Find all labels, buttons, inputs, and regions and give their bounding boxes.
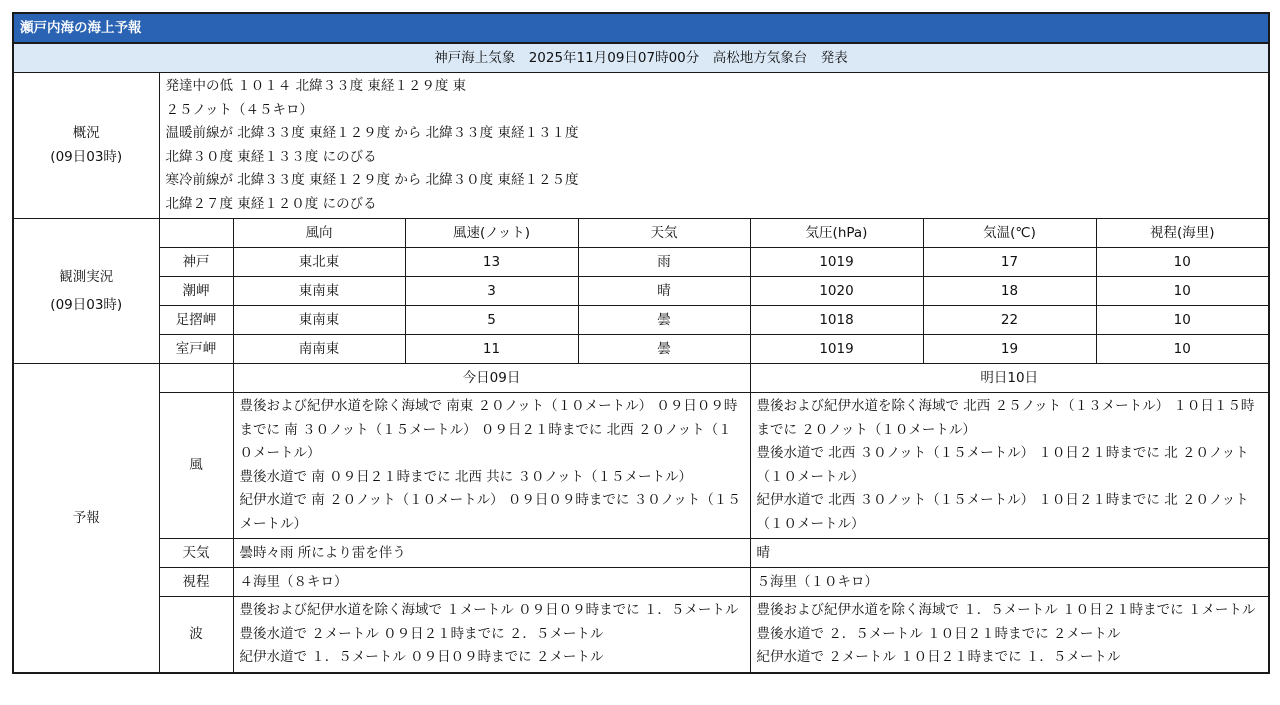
marine-forecast-panel bbox=[12, 12, 1268, 674]
station-name: 室戸岬 bbox=[159, 335, 233, 364]
pressure: 1019 bbox=[750, 335, 923, 364]
waves-tomorrow-line: 豊後水道で ２．５メートル １０日２１時までに ２メートル bbox=[756, 625, 1121, 642]
column-header: 気温(℃) bbox=[923, 219, 1096, 248]
wind-today-line: 豊後および紀伊水道を除く海域で 南東 ２０ノット（１０メートル） ０９日０９時までに 南 ３０ノット（１５メートル） ０９日２１時までに 北西 ２０ノット（１０メートル） bbox=[239, 398, 738, 461]
weather-tomorrow: 晴 bbox=[750, 539, 1269, 568]
temperature: 17 bbox=[923, 248, 1096, 277]
weather-label: 天気 bbox=[159, 539, 233, 568]
wind-tomorrow-line: 紀伊水道で 北西 ３０ノット（１５メートル） １０日２１時までに 北 ２０ノット（１０メートル） bbox=[756, 492, 1249, 532]
overview-line: 温暖前線が 北緯３３度 東経１２９度 から 北緯３３度 東経１３１度 bbox=[165, 125, 579, 141]
table-row bbox=[13, 335, 1269, 364]
wind-tomorrow-line: 豊後水道で 北西 ３０ノット（１５メートル） １０日２１時までに 北 ２０ノット（１０メートル） bbox=[756, 445, 1249, 485]
weather: 曇 bbox=[578, 335, 750, 364]
visibility: 10 bbox=[1096, 306, 1269, 335]
pressure: 1019 bbox=[750, 248, 923, 277]
waves-tomorrow bbox=[750, 597, 1269, 673]
forecast-corner bbox=[159, 364, 233, 393]
overview-line: 北緯３０度 東経１３３度 にのびる bbox=[165, 148, 377, 165]
waves-today-line: 豊後水道で ２メートル ０９日２１時までに ２．５メートル bbox=[239, 625, 604, 642]
wind-today-line: 豊後水道で 南 ０９日２１時までに 北西 共に ３０ノット（１５メートル） bbox=[239, 468, 693, 485]
waves-tomorrow-line: 紀伊水道で ２メートル １０日２１時までに １．５メートル bbox=[756, 649, 1121, 665]
issued-line: 神戸海上気象 2025年11月09日07時00分 高松地方気象台 発表 bbox=[13, 43, 1269, 73]
day-header-today: 今日09日 bbox=[233, 364, 750, 393]
visibility: 10 bbox=[1096, 277, 1269, 306]
wind-tomorrow bbox=[750, 393, 1269, 539]
waves-today-line: 紀伊水道で １．５メートル ０９日０９時までに ２メートル bbox=[239, 649, 604, 665]
overview-line: ２５ノット（４５キロ） bbox=[165, 101, 314, 118]
observations-label: 観測実況 bbox=[59, 269, 114, 285]
weather-today: 曇時々雨 所により雷を伴う bbox=[233, 539, 750, 568]
overview-time: (09日03時) bbox=[50, 148, 123, 165]
table-row bbox=[13, 248, 1269, 277]
wind-speed: 13 bbox=[405, 248, 578, 277]
wind-speed: 5 bbox=[405, 306, 578, 335]
pressure: 1018 bbox=[750, 306, 923, 335]
station-name: 潮岬 bbox=[159, 277, 233, 306]
day-header-tomorrow: 明日10日 bbox=[750, 364, 1269, 393]
overview-line: 北緯２７度 東経１２０度 にのびる bbox=[165, 195, 377, 212]
temperature: 22 bbox=[923, 306, 1096, 335]
column-header: 気圧(hPa) bbox=[750, 219, 923, 248]
overview-label-cell bbox=[13, 73, 159, 219]
column-header: 風向 bbox=[233, 219, 405, 248]
wind-today-line: 紀伊水道で 南 ２０ノット（１０メートル） ０９日０９時までに ３０ノット（１５メートル） bbox=[239, 492, 741, 532]
table-row bbox=[13, 306, 1269, 335]
observations-time: (09日03時) bbox=[50, 297, 123, 313]
column-header: 風速(ノット) bbox=[405, 219, 578, 248]
wind-tomorrow-line: 豊後および紀伊水道を除く海域で 北西 ２５ノット（１３メートル） １０日１５時までに ２０ノット（１０メートル） bbox=[756, 398, 1255, 438]
column-header: 視程(海里) bbox=[1096, 219, 1269, 248]
wind-today bbox=[233, 393, 750, 539]
waves-label: 波 bbox=[159, 597, 233, 673]
visibility-today: ４海里（８キロ） bbox=[233, 568, 750, 597]
page-title: 瀬戸内海の海上予報 bbox=[13, 13, 1269, 43]
wind-direction: 東北東 bbox=[233, 248, 405, 277]
weather: 晴 bbox=[578, 277, 750, 306]
weather: 曇 bbox=[578, 306, 750, 335]
pressure: 1020 bbox=[750, 277, 923, 306]
table-row bbox=[13, 277, 1269, 306]
temperature: 18 bbox=[923, 277, 1096, 306]
visibility: 10 bbox=[1096, 248, 1269, 277]
weather: 雨 bbox=[578, 248, 750, 277]
overview-text bbox=[159, 73, 1269, 219]
overview-line: 発達中の低 １０１４ 北緯３３度 東経１２９度 東 bbox=[165, 78, 467, 94]
wind-label: 風 bbox=[159, 393, 233, 539]
visibility-label: 視程 bbox=[159, 568, 233, 597]
observations-label-cell bbox=[13, 219, 159, 364]
overview-label: 概況 bbox=[72, 125, 100, 141]
wind-direction: 南南東 bbox=[233, 335, 405, 364]
waves-today bbox=[233, 597, 750, 673]
station-name: 神戸 bbox=[159, 248, 233, 277]
wind-speed: 3 bbox=[405, 277, 578, 306]
wind-direction: 東南東 bbox=[233, 277, 405, 306]
observations-corner bbox=[159, 219, 233, 248]
wind-speed: 11 bbox=[405, 335, 578, 364]
overview-line: 寒冷前線が 北緯３３度 東経１２９度 から 北緯３０度 東経１２５度 bbox=[165, 172, 579, 188]
temperature: 19 bbox=[923, 335, 1096, 364]
forecast-table bbox=[12, 12, 1270, 674]
waves-today-line: 豊後および紀伊水道を除く海域で １メートル ０９日０９時までに １．５メートル bbox=[239, 602, 739, 618]
station-name: 足摺岬 bbox=[159, 306, 233, 335]
forecast-label: 予報 bbox=[13, 364, 159, 673]
wind-direction: 東南東 bbox=[233, 306, 405, 335]
column-header: 天気 bbox=[578, 219, 750, 248]
waves-tomorrow-line: 豊後および紀伊水道を除く海域で １．５メートル １０日２１時までに １メートル bbox=[756, 602, 1256, 618]
visibility: 10 bbox=[1096, 335, 1269, 364]
visibility-tomorrow: ５海里（１０キロ） bbox=[750, 568, 1269, 597]
